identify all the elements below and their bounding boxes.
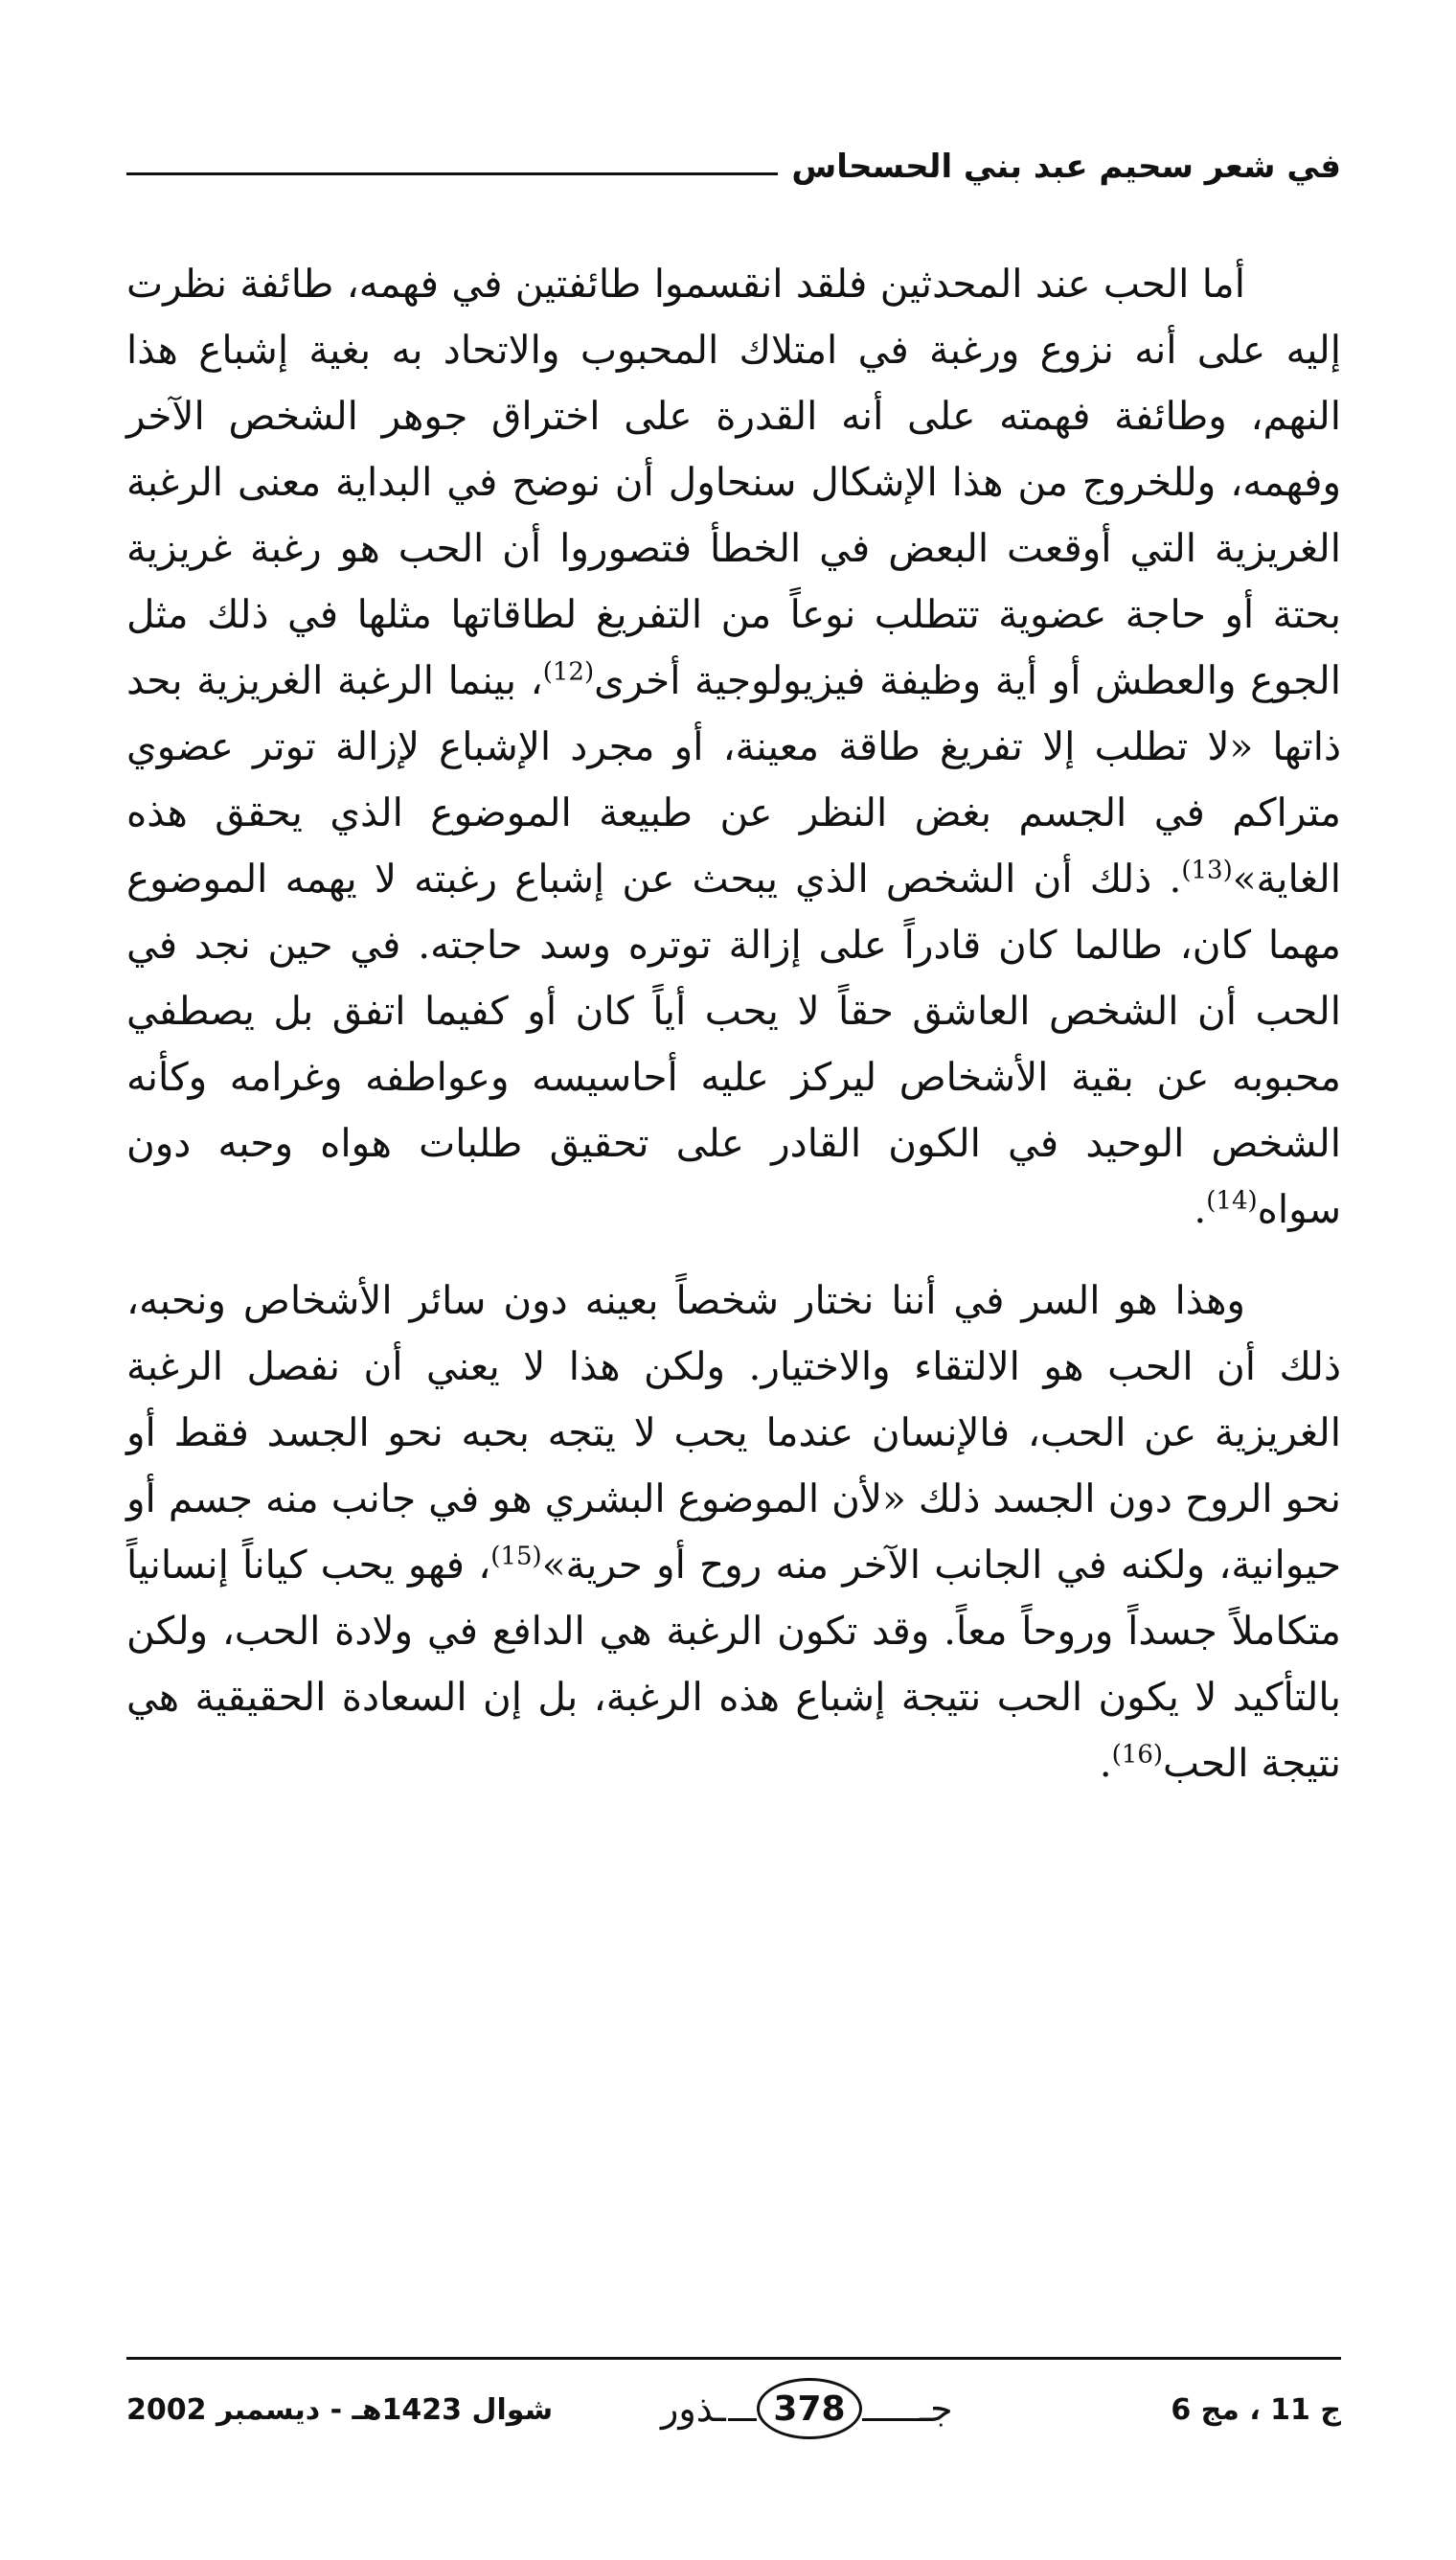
footer-rule	[126, 2357, 1341, 2360]
paragraph-text: . ذلك أن الشخص الذي يبحث عن إشباع رغبته لا يهمه الموضوع مهما كان، طالما كان قادراً على إزالة توتره وسد حاجته. في حين نجد في الحب أن الشخص العاشق حقاً لا يحب أياً كان أو كفيما اتفق بل يصطفي محبوبه عن بقية الأشخاص ليركز عليه أحاسيسه وعواطفه وغرامه وكأنه الشخص الوحيد في الكون القادر على تحقيق طلبات هواه وحبه دون سواه	[126, 856, 1341, 1232]
paragraph-text: ، بينما الرغبة الغريزية بحد ذاتها «لا تطلب إلا تفريغ طاقة معينة، أو مجرد الإشباع لإزالة توتر عضوي متراكم في الجسم بغض النظر عن طبيعة الموضوع الذي يحقق هذه الغاية»	[126, 657, 1341, 902]
footnote-reference: (13)	[1181, 856, 1233, 885]
journal-name-part: ـذور	[661, 2388, 726, 2430]
journal-name-part: جـ	[920, 2388, 953, 2430]
footnote-reference: (15)	[490, 1542, 542, 1571]
page-footer	[126, 2374, 1341, 2451]
footnote-reference: (16)	[1111, 1740, 1164, 1770]
paragraph-text: ، فهو يحب كياناً إنسانياً متكاملاً جسداً وروحاً معاً. وقد تكون الرغبة هي الدافع في ولادة الحب، ولكن بالتأكيد لا يكون الحب نتيجة إشباع هذه الرغبة، بل إن السعادة الحقيقية هي نتيجة الحب	[126, 1542, 1341, 1786]
page-number: 378	[757, 2378, 862, 2439]
issue-volume: ج 11 ، مج 6	[1171, 2393, 1341, 2427]
footnote-reference: (14)	[1206, 1186, 1258, 1216]
paragraph-text: أما الحب عند المحدثين فلقد انقسموا طائفتين في فهمه، طائفة نظرت إليه على أنه نزوع ورغبة في امتلاك المحبوب والاتحاد به بغية إشباع هذا النهم، وطائفة فهمته على أنه القدرة على اختراق جوهر الشخص الآخر وفهمه، وللخروج من هذا الإشكال سنحاول أن نوضح في البداية معنى الرغبة الغريزية التي أوقعت البعض في الخطأ فتصوروا أن الحب هو رغبة غريزية بحتة أو حاجة عضوية تتطلب نوعاً من التفريغ لطاقاتها مثلها في ذلك مثل الجوع والعطش أو أية وظيفة فيزيولوجية أخرى	[126, 261, 1341, 703]
header-rule	[126, 172, 778, 175]
paragraph-2	[126, 1268, 1341, 1796]
issue-date: شوال 1423هـ - ديسمبر 2002	[126, 2393, 554, 2427]
paragraph-text: وهذا هو السر في أننا نختار شخصاً بعينه دون سائر الأشخاص ونحبه، ذلك أن الحب هو الالتقاء والاختيار. ولكن هذا لا يعني أن نفصل الرغبة الغريزية عن الحب، فالإنسان عندما يحب لا يتجه بحبه نحو الجسد فقط أو نحو الروح دون الجسد ذلك «لأن الموضوع البشري هو في جانب منه جسم أو حيوانية، ولكنه في الجانب الآخر منه روح أو حرية»	[126, 1277, 1341, 1588]
body-text	[126, 251, 1341, 1796]
journal-line	[862, 2418, 920, 2421]
paragraph-text: .	[1099, 1740, 1112, 1786]
paragraph-1	[126, 251, 1341, 1243]
page-header	[126, 125, 1341, 192]
journal-page-mark	[661, 2374, 977, 2447]
paragraph-text: .	[1194, 1186, 1207, 1232]
journal-line	[728, 2418, 757, 2421]
running-title: في شعر سحيم عبد بني الحسحاس	[791, 148, 1341, 186]
footnote-reference: (12)	[542, 657, 595, 687]
